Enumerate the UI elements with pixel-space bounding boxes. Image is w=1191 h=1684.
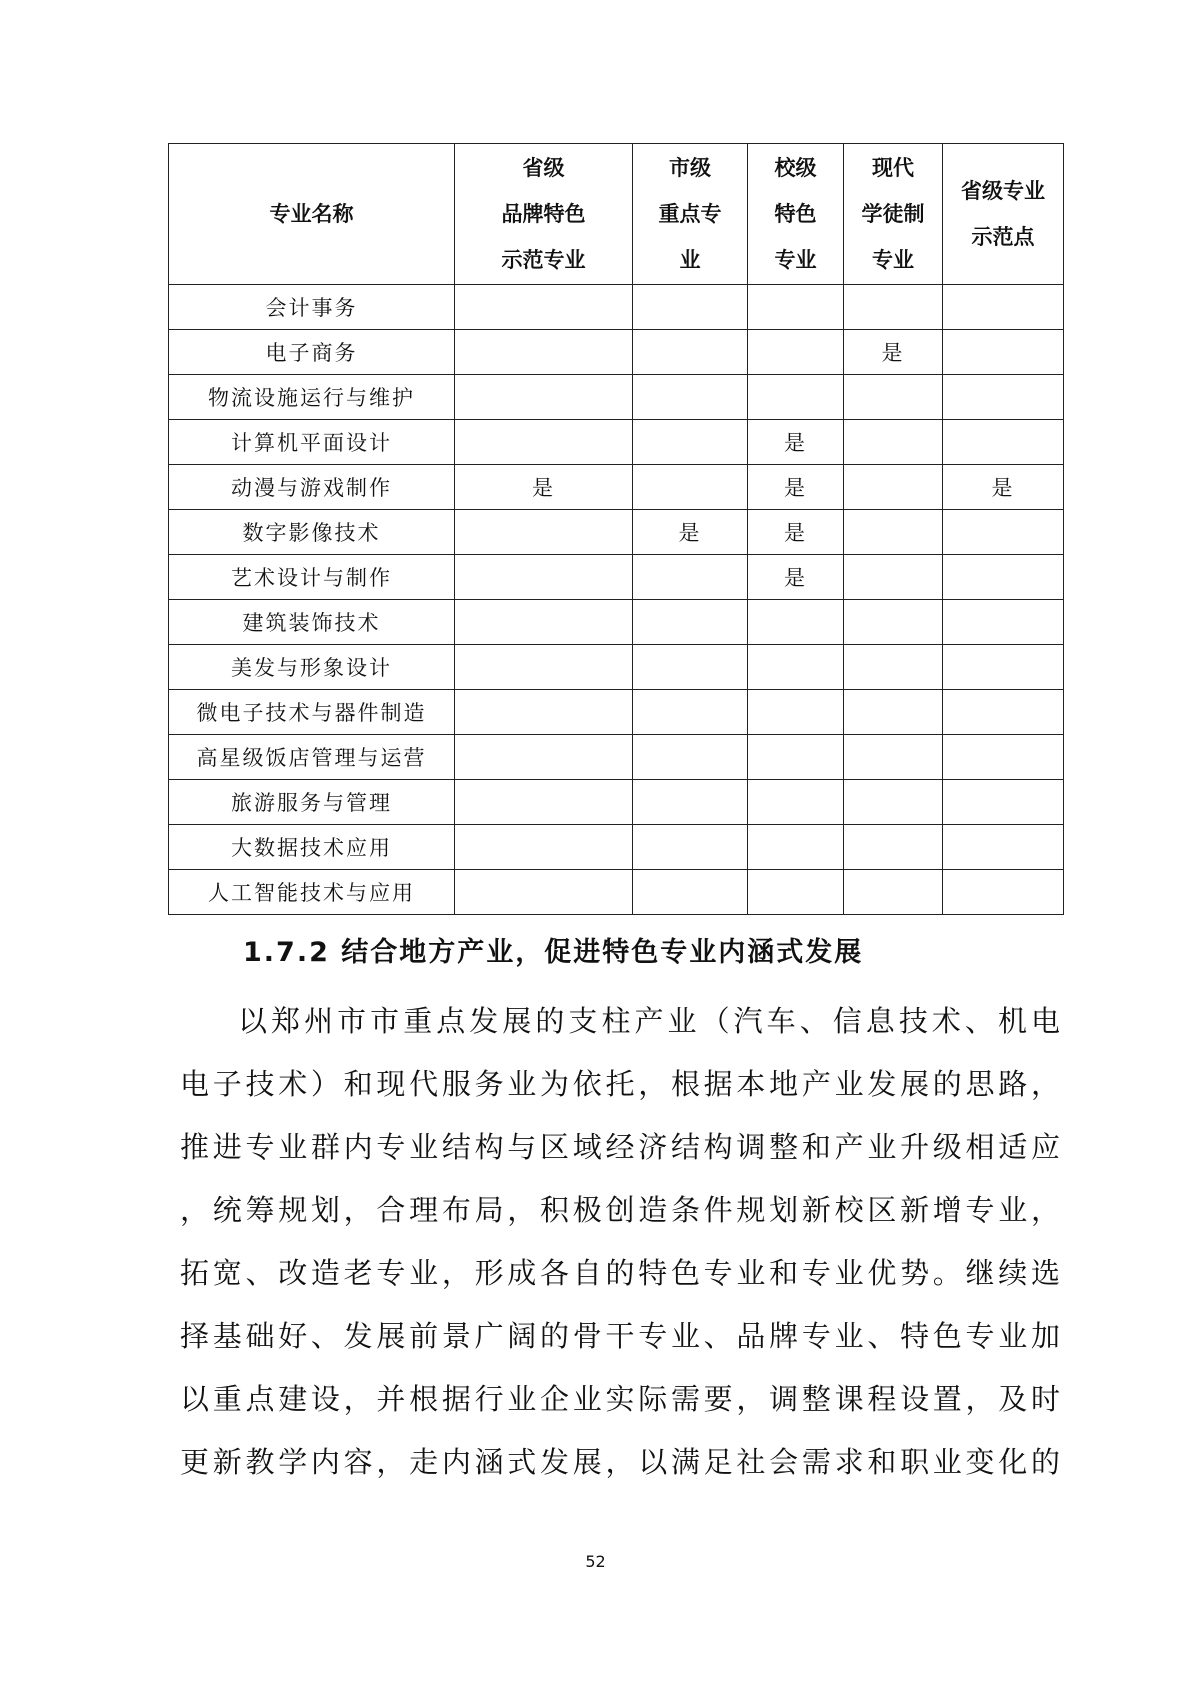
cell-apprenticeship — [844, 780, 943, 825]
table-row — [169, 420, 1064, 465]
cell-major-name: 大数据技术应用 — [169, 825, 455, 870]
cell-school-special — [748, 735, 844, 780]
cell-city-key — [633, 780, 748, 825]
cell-school-special — [748, 870, 844, 915]
cell-major-name: 会计事务 — [169, 285, 455, 330]
cell-major-name: 物流设施运行与维护 — [169, 375, 455, 420]
cell-school-special: 是 — [748, 420, 844, 465]
cell-provincial-demo — [943, 780, 1064, 825]
cell-provincial-brand — [455, 780, 633, 825]
cell-city-key — [633, 600, 748, 645]
paragraph-line: 推进专业群内专业结构与区域经济结构调整和产业升级相适应 — [180, 1130, 1060, 1164]
cell-provincial-brand — [455, 285, 633, 330]
cell-provincial-demo — [943, 690, 1064, 735]
table-row — [169, 825, 1064, 870]
table-row — [169, 645, 1064, 690]
cell-provincial-brand — [455, 645, 633, 690]
cell-city-key — [633, 825, 748, 870]
table-row — [169, 600, 1064, 645]
cell-provincial-brand — [455, 735, 633, 780]
cell-apprenticeship — [844, 690, 943, 735]
paragraph-line: 拓宽、改造老专业，形成各自的特色专业和专业优势。继续选 — [180, 1256, 1060, 1290]
header-provincial-brand: 省级 品牌特色 示范专业 — [455, 144, 633, 285]
cell-school-special — [748, 330, 844, 375]
cell-city-key — [633, 330, 748, 375]
header-city-key: 市级 重点专 业 — [633, 144, 748, 285]
cell-school-special: 是 — [748, 510, 844, 555]
cell-provincial-brand — [455, 420, 633, 465]
cell-provincial-demo — [943, 330, 1064, 375]
paragraph-line: 更新教学内容，走内涵式发展，以满足社会需求和职业变化的 — [180, 1445, 1060, 1479]
cell-major-name: 高星级饭店管理与运营 — [169, 735, 455, 780]
paragraph-line: 择基础好、发展前景广阔的骨干专业、品牌专业、特色专业加 — [180, 1319, 1060, 1353]
cell-school-special — [748, 375, 844, 420]
table-row — [169, 465, 1064, 510]
paragraph-line: 以郑州市市重点发展的支柱产业（汽车、信息技术、机电 — [238, 1004, 1060, 1038]
majors-table — [168, 143, 1064, 915]
cell-provincial-brand — [455, 555, 633, 600]
cell-major-name: 人工智能技术与应用 — [169, 870, 455, 915]
cell-apprenticeship: 是 — [844, 330, 943, 375]
cell-major-name: 计算机平面设计 — [169, 420, 455, 465]
header-school-special: 校级 特色 专业 — [748, 144, 844, 285]
cell-provincial-brand — [455, 600, 633, 645]
cell-provincial-brand: 是 — [455, 465, 633, 510]
cell-city-key: 是 — [633, 510, 748, 555]
cell-city-key — [633, 555, 748, 600]
cell-provincial-brand — [455, 375, 633, 420]
cell-apprenticeship — [844, 870, 943, 915]
table-row — [169, 735, 1064, 780]
cell-city-key — [633, 690, 748, 735]
cell-provincial-brand — [455, 510, 633, 555]
cell-city-key — [633, 465, 748, 510]
cell-major-name: 动漫与游戏制作 — [169, 465, 455, 510]
cell-school-special — [748, 645, 844, 690]
cell-apprenticeship — [844, 375, 943, 420]
cell-city-key — [633, 285, 748, 330]
header-apprenticeship: 现代 学徒制 专业 — [844, 144, 943, 285]
section-heading: 1.7.2 结合地方产业，促进特色专业内涵式发展 — [243, 937, 864, 968]
cell-school-special — [748, 780, 844, 825]
table-row — [169, 690, 1064, 735]
cell-city-key — [633, 645, 748, 690]
cell-major-name: 旅游服务与管理 — [169, 780, 455, 825]
cell-city-key — [633, 375, 748, 420]
table-row — [169, 780, 1064, 825]
cell-provincial-demo — [943, 825, 1064, 870]
paragraph-line: ，统筹规划，合理布局，积极创造条件规划新校区新增专业， — [180, 1193, 1060, 1227]
cell-provincial-demo — [943, 510, 1064, 555]
cell-provincial-demo — [943, 375, 1064, 420]
cell-provincial-brand — [455, 330, 633, 375]
cell-provincial-brand — [455, 825, 633, 870]
cell-provincial-brand — [455, 870, 633, 915]
cell-school-special — [748, 285, 844, 330]
cell-provincial-demo — [943, 600, 1064, 645]
table-row — [169, 555, 1064, 600]
cell-provincial-demo — [943, 420, 1064, 465]
header-provincial-demo: 省级专业 示范点 — [943, 144, 1064, 285]
paragraph-line: 电子技术）和现代服务业为依托，根据本地产业发展的思路， — [180, 1067, 1060, 1101]
table-row — [169, 330, 1064, 375]
cell-provincial-demo: 是 — [943, 465, 1064, 510]
cell-provincial-demo — [943, 555, 1064, 600]
cell-apprenticeship — [844, 420, 943, 465]
cell-major-name: 美发与形象设计 — [169, 645, 455, 690]
cell-apprenticeship — [844, 600, 943, 645]
cell-apprenticeship — [844, 645, 943, 690]
body-paragraph — [180, 990, 1060, 1494]
cell-school-special: 是 — [748, 465, 844, 510]
cell-major-name: 建筑装饰技术 — [169, 600, 455, 645]
cell-provincial-demo — [943, 735, 1064, 780]
cell-city-key — [633, 870, 748, 915]
cell-apprenticeship — [844, 465, 943, 510]
cell-school-special — [748, 825, 844, 870]
page-number: 52 — [585, 1552, 606, 1571]
cell-apprenticeship — [844, 285, 943, 330]
cell-school-special: 是 — [748, 555, 844, 600]
cell-major-name: 微电子技术与器件制造 — [169, 690, 455, 735]
table-row — [169, 375, 1064, 420]
cell-apprenticeship — [844, 825, 943, 870]
cell-city-key — [633, 420, 748, 465]
table-row — [169, 285, 1064, 330]
cell-apprenticeship — [844, 555, 943, 600]
header-major-name: 专业名称 — [169, 144, 455, 285]
cell-provincial-brand — [455, 690, 633, 735]
cell-provincial-demo — [943, 645, 1064, 690]
cell-school-special — [748, 600, 844, 645]
cell-provincial-demo — [943, 870, 1064, 915]
cell-apprenticeship — [844, 735, 943, 780]
table-header-row — [169, 144, 1064, 285]
cell-major-name: 数字影像技术 — [169, 510, 455, 555]
cell-major-name: 电子商务 — [169, 330, 455, 375]
table-row — [169, 510, 1064, 555]
cell-major-name: 艺术设计与制作 — [169, 555, 455, 600]
cell-provincial-demo — [943, 285, 1064, 330]
paragraph-line: 以重点建设，并根据行业企业实际需要，调整课程设置，及时 — [180, 1382, 1060, 1416]
cell-apprenticeship — [844, 510, 943, 555]
table-row — [169, 870, 1064, 915]
cell-city-key — [633, 735, 748, 780]
cell-school-special — [748, 690, 844, 735]
